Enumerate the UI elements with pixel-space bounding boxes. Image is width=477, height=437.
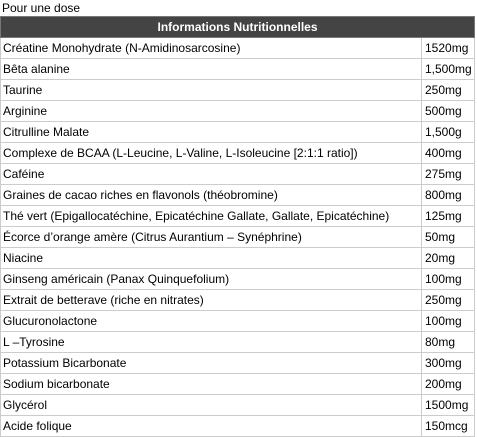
- ingredient-name: Glucuronolactone: [1, 311, 422, 332]
- table-row: [1, 311, 475, 332]
- table-row: [1, 164, 475, 185]
- table-row: [1, 122, 475, 143]
- ingredient-amount: 100mg: [422, 311, 475, 332]
- dose-caption: Pour une dose: [2, 1, 81, 15]
- ingredient-amount: 400mg: [422, 143, 475, 164]
- ingredient-name: Sodium bicarbonate: [1, 374, 422, 395]
- table-row: [1, 38, 475, 59]
- ingredient-amount: 1,500mg: [422, 59, 475, 80]
- table-header-row: [1, 17, 475, 38]
- table-header: Informations Nutritionnelles: [1, 17, 475, 38]
- ingredient-name: Écorce d’orange amère (Citrus Aurantium – Synéphrine): [1, 227, 422, 248]
- ingredient-name: Acide folique: [1, 416, 422, 437]
- ingredient-amount: 100mg: [422, 269, 475, 290]
- ingredient-amount: 250mg: [422, 290, 475, 311]
- table-row: [1, 101, 475, 122]
- ingredient-amount: 20mg: [422, 248, 475, 269]
- ingredient-amount: 800mg: [422, 185, 475, 206]
- ingredient-name: Thé vert (Epigallocatéchine, Epicatéchine Gallate, Gallate, Epicatéchine): [1, 206, 422, 227]
- ingredient-amount: 1500mg: [422, 395, 475, 416]
- ingredient-name: Graines de cacao riches en flavonols (théobromine): [1, 185, 422, 206]
- ingredient-name: Niacine: [1, 248, 422, 269]
- ingredient-name: Potassium Bicarbonate: [1, 353, 422, 374]
- ingredient-amount: 200mg: [422, 374, 475, 395]
- nutrition-table: [0, 16, 475, 437]
- ingredient-amount: 80mg: [422, 332, 475, 353]
- ingredient-amount: 125mg: [422, 206, 475, 227]
- ingredient-name: Extrait de betterave (riche en nitrates): [1, 290, 422, 311]
- ingredient-name: Complexe de BCAA (L-Leucine, L-Valine, L-Isoleucine [2:1:1 ratio]): [1, 143, 422, 164]
- ingredient-name: Créatine Monohydrate (N-Amidinosarcosine): [1, 38, 422, 59]
- table-row: [1, 227, 475, 248]
- ingredient-name: Glycérol: [1, 395, 422, 416]
- table-row: [1, 353, 475, 374]
- table-row: [1, 185, 475, 206]
- ingredient-amount: 500mg: [422, 101, 475, 122]
- ingredient-amount: 1,500g: [422, 122, 475, 143]
- ingredient-name: Arginine: [1, 101, 422, 122]
- ingredient-name: Ginseng américain (Panax Quinquefolium): [1, 269, 422, 290]
- ingredient-name: Taurine: [1, 80, 422, 101]
- table-row: [1, 80, 475, 101]
- ingredient-name: L –Tyrosine: [1, 332, 422, 353]
- ingredient-name: Citrulline Malate: [1, 122, 422, 143]
- ingredient-name: Bêta alanine: [1, 59, 422, 80]
- table-row: [1, 59, 475, 80]
- ingredient-amount: 150mcg: [422, 416, 475, 437]
- ingredient-amount: 1520mg: [422, 38, 475, 59]
- table-row: [1, 374, 475, 395]
- table-row: [1, 332, 475, 353]
- ingredient-amount: 275mg: [422, 164, 475, 185]
- table-row: [1, 269, 475, 290]
- ingredient-name: Caféine: [1, 164, 422, 185]
- table-row: [1, 290, 475, 311]
- table-row: [1, 206, 475, 227]
- ingredient-amount: 300mg: [422, 353, 475, 374]
- table-row: [1, 248, 475, 269]
- table-body: [1, 38, 475, 437]
- ingredient-amount: 250mg: [422, 80, 475, 101]
- table-row: [1, 416, 475, 437]
- table-row: [1, 395, 475, 416]
- table-row: [1, 143, 475, 164]
- ingredient-amount: 50mg: [422, 227, 475, 248]
